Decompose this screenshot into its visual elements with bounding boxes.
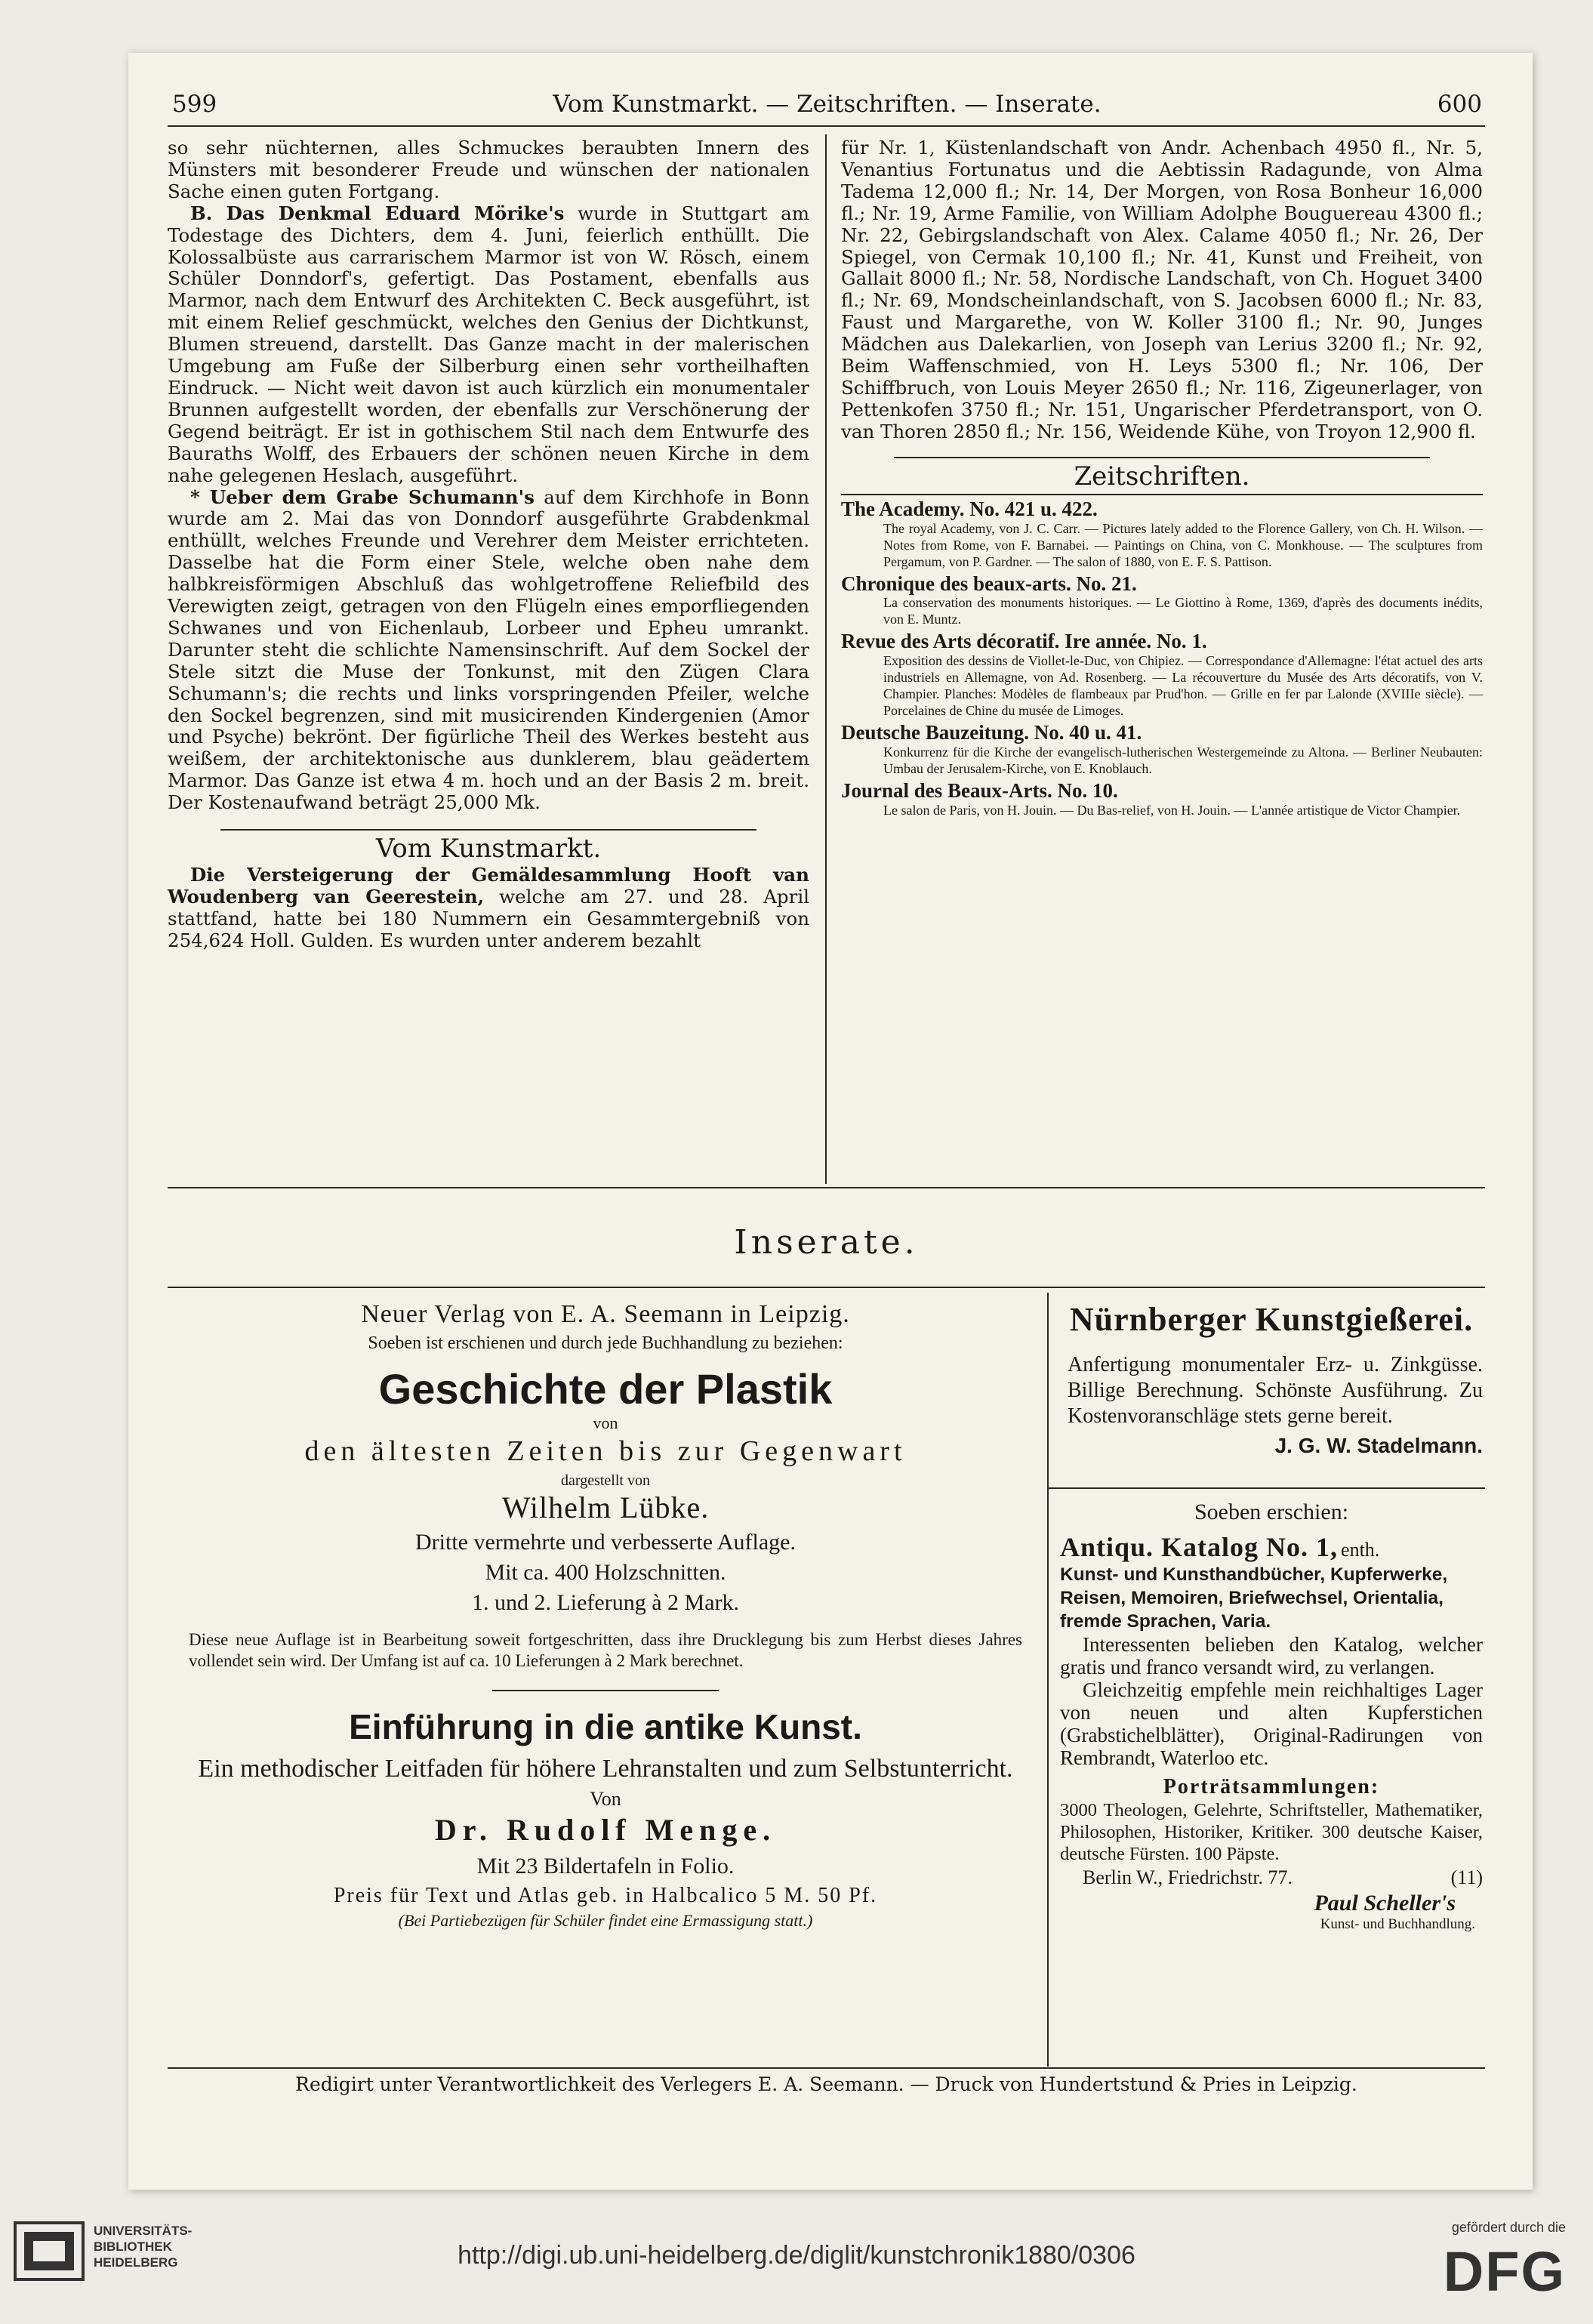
paragraph-lead: * Ueber dem Grabe Schumann's	[190, 485, 535, 508]
journal-title: Revue des Arts décoratif. Ire année. No. 1.	[841, 630, 1207, 653]
journal-title: Deutsche Bauzeitung. No. 40 u. 41.	[841, 721, 1142, 744]
book-von: von	[593, 1413, 618, 1432]
ad-title: Nürnberger Kunstgießerei.	[1069, 1301, 1474, 1338]
book-illustrations: Mit ca. 400 Holzschnitten.	[485, 1560, 726, 1585]
inserate-rule	[168, 1287, 1485, 1288]
journal-title: The Academy. No. 421 u. 422.	[841, 497, 1098, 520]
book-plates: Mit 23 Bildertafeln in Folio.	[476, 1854, 735, 1879]
running-title: Vom Kunstmarkt. — Zeitschriften. — Inserate.	[553, 91, 1102, 118]
book-note: Diese neue Auflage ist in Bearbeitung soweit fortgeschritten, dass ihre Drucklegung bis zum Herbst dieses Jahres vollendet sein wird. Der Umfang ist auf ca. 10 Lieferungen à 2 Mark berechnet.	[189, 1630, 1022, 1670]
section-title: Vom Kunstmarkt.	[375, 834, 602, 865]
ad-signature: J. G. W. Stadelmann.	[1274, 1434, 1483, 1457]
book-author: Dr. Rudolf Menge.	[434, 1813, 777, 1847]
left-column	[168, 137, 809, 952]
book-note: (Bei Partiebezügen für Schüler findet eine Ermassigung statt.)	[398, 1911, 813, 1930]
book-dargestellt: dargestellt von	[561, 1472, 650, 1489]
paragraph-body: wurde in Stuttgart am Todestage des Dichters, dem 4. Juni, feierlich enthüllt. Die Kolossalbüste aus carrarischem Marmor ist von W. Rösch, einem Schüler Donndorf's, gefertigt. Das Postament, ebenfalls aus Marmor, nach dem Entwurf des Architekten C. Beck ausgeführt, ist mit einem Relief geschmückt, welches den Genius der Dichtkunst, Blumen streuend, darstellt. Das Ganze macht in der malerischen Umgebung am Fuße der Silberburg einen sehr vortheilhaften Eindruck. — Nicht weit davon ist auch kürzlich ein monumentaler Brunnen aufgestellt worden, der ebenfalls zur Verschönerung der Gegend beiträgt. Er ist in gothischem Stil nach dem Entwurfe des Bauraths Wolff, des Erbauers der schönen neuen Kirche in dem nahe gelegenen Heslach, ausgeführt.	[168, 202, 809, 486]
book-author: Wilhelm Lübke.	[501, 1490, 710, 1524]
footer-rule	[168, 2067, 1485, 2069]
kunstgiesserei-ad	[1060, 1300, 1483, 1458]
book-subtitle: Ein methodischer Leitfaden für höhere Lehranstalten und zum Selbstunterricht.	[198, 1755, 1013, 1783]
journal-contents: Exposition des dessins de Viollet-le-Duc, von Chipiez. — Correspondance d'Allemagne: l'état actuel des arts industriels en Allemagne, von Ad. Rosenberg. — La récouverture du Musée des Arts décoratifs, von V. Champier. Planches: Modèles de flambeaux par Prud'hon. — Grille en fer par Lalonde (XVIIIe siècle). — Porcelaines de Chine du musée de Limoges.	[883, 653, 1483, 719]
book-title: Geschichte der Plastik	[378, 1365, 833, 1413]
scheller-ad	[1060, 1500, 1483, 1933]
ad-intro: Soeben ist erschienen und durch jede Buchhandlung zu beziehen:	[368, 1333, 843, 1353]
catalog-title-tail: enth.	[1341, 1539, 1380, 1561]
address: Berlin W., Friedrichstr. 77.	[1083, 1866, 1293, 1888]
journal-title: Chronique des beaux-arts. No. 21.	[841, 572, 1137, 595]
paragraph	[168, 865, 809, 952]
book-title: Einführung in die antike Kunst.	[349, 1707, 862, 1746]
ad-divider	[1047, 1293, 1049, 2067]
catalog-heading	[1060, 1531, 1483, 1563]
address-line	[1060, 1866, 1483, 1891]
ad-text: Anfertigung monumentaler Erz- u. Zinkgüsse. Billige Berechnung. Schönste Ausführung. Zu Kostenvoranschläge stets gerne bereit.	[1068, 1353, 1483, 1428]
ad-text: Interessenten belieben den Katalog, welcher gratis und franco versandt wird, zu verlangen.	[1060, 1633, 1483, 1678]
inserate-title: Inserate.	[734, 1223, 919, 1262]
ad-rule	[1049, 1487, 1485, 1489]
imprint: Redigirt unter Verantwortlichkeit des Verlegers E. A. Seemann. — Druck von Hundertstund & Pries in Leipzig.	[295, 2073, 1357, 2095]
journal-contents: Le salon de Paris, von H. Jouin. — Du Bas-relief, von H. Jouin. — L'année artistique de Victor Champier.	[883, 803, 1461, 818]
ad-number: (11)	[1450, 1866, 1483, 1888]
journal-contents: The royal Academy, von J. C. Carr. — Pictures lately added to the Florence Gallery, von Ch. H. Wilson. — Notes from Rome, von F. Barnabei. — Paintings on China, von C. Monkhouse. — The sculptures from Pergamum, von P. Gardner. — The salon of 1880, von E. F. S. Pattison.	[883, 520, 1483, 569]
section-title: Zeitschriften.	[1074, 461, 1250, 492]
right-column	[841, 137, 1483, 818]
page-number-left: 599	[172, 91, 217, 118]
journal-contents: Konkurrenz für die Kirche der evangelisch-lutherischen Westergemeinde zu Altona. — Berliner Neubauten: Umbau der Jerusalem-Kirche, von E. Knoblauch.	[883, 744, 1483, 777]
book-price: 1. und 2. Lieferung à 2 Mark.	[471, 1590, 740, 1615]
ad-rule	[492, 1690, 719, 1691]
paragraph-lead: B. Das Denkmal Eduard Mörike's	[190, 202, 565, 224]
paragraph	[168, 487, 809, 815]
ad-signature-sub: Kunst- und Buchhandlung.	[1320, 1916, 1475, 1932]
library-line: HEIDELBERG	[94, 2255, 178, 2270]
paragraph-body: welche am 27. und 28. April stattfand, hatte bei 180 Nummern ein Gesammtergebniß von 254,624 Holl. Gulden. Es wurden unter anderem bezahlt	[168, 885, 809, 951]
library-line: UNIVERSITÄTS-	[94, 2224, 193, 2238]
ad-publisher: Neuer Verlag von E. A. Seemann in Leipzig.	[361, 1300, 850, 1328]
section-rule	[841, 494, 1483, 495]
catalog-title: Antiqu. Katalog No. 1,	[1060, 1532, 1339, 1562]
journal-contents: La conservation des monuments historiques. — Le Giottino à Rome, 1369, d'après des documents inédits, von E. Muntz.	[883, 595, 1483, 627]
section-rule	[894, 457, 1430, 458]
portrait-text: 3000 Theologen, Gelehrte, Schriftsteller, Mathematiker, Philosophen, Historiker, Kritiker. 300 deutsche Kaiser, deutsche Fürsten. 100 Päpste.	[1060, 1800, 1483, 1864]
catalog-subjects: Kunst- und Kunsthandbücher, Kupferwerke, Reisen, Memoiren, Briefwechsel, Orientalia, fremde Sprachen, Varia.	[1060, 1564, 1448, 1632]
column-divider	[825, 134, 827, 1184]
dfg-logo: DFG	[1443, 2240, 1566, 2303]
book-price: Preis für Text und Atlas geb. in Halbcalico 5 M. 50 Pf.	[333, 1884, 878, 1907]
paragraph-lead: Die Versteigerung der Gemäldesammlung Hooft van Woudenberg van Geerestein,	[168, 864, 809, 908]
running-head	[172, 91, 1482, 128]
section-rule	[220, 829, 756, 831]
paragraph: für Nr. 1, Küstenlandschaft von Andr. Achenbach 4950 fl., Nr. 5, Venantius Fortunatus und die Aebtissin Radagunde, von Alma Tadema 12,000 fl.; Nr. 14, Der Morgen, von Rosa Bonheur 16,000 fl.; Nr. 19, Arme Familie, von William Adolphe Bouguereau 4300 fl.; Nr. 22, Gebirgslandschaft von Alex. Calame 4050 fl.; Nr. 26, Der Spiegel, von Cermak 10,100 fl.; Nr. 41, Kunst und Freiheit, von Gallait 8000 fl.; Nr. 58, Nordische Landschaft, von Ch. Hoguet 3400 fl.; Nr. 69, Mondscheinlandschaft, von S. Jacobsen 6000 fl.; Nr. 83, Faust und Margarethe, von W. Koller 3100 fl.; Nr. 90, Junges Mädchen aus Dalekarlien, von Joseph van Lerius 3200 fl.; Nr. 92, Beim Waffenschmied, von H. Leys 5300 fl.; Nr. 106, Der Schiffbruch, von Louis Meyer 2650 fl.; Nr. 116, Zigeunerlager, von Pettenkofen 3750 fl.; Nr. 151, Ungarischer Pferdetransport, von O. van Thoren 2850 fl.; Nr. 156, Weidende Kühe, von Troyon 12,900 fl.	[841, 137, 1483, 442]
journal-title: Journal des Beaux-Arts. No. 10.	[841, 779, 1118, 803]
inserate-top-rule	[168, 1187, 1485, 1188]
ad-soeben: Soeben erschien:	[1194, 1500, 1349, 1524]
book-von: Von	[590, 1788, 621, 1810]
page-number-right: 600	[1437, 91, 1482, 118]
paragraph	[168, 203, 809, 487]
funded-by-label: gefördert durch die	[1451, 2220, 1566, 2235]
journal-list	[841, 498, 1483, 819]
header-rule	[168, 125, 1485, 127]
paragraph-body: auf dem Kirchhofe in Bonn wurde am 2. Mai das von Donndorf ausgeführte Grabdenkmal enthüllt, welches Freunde und Verehrer dem Meister errichteten. Dasselbe hat die Form einer Stele, welche oben nahe dem halbkreisförmigen Abschluß das wohlgetroffene Reliefbild des Verewigten zeigt, getragen von den Flügeln eines emporfliegenden Schwanes und von Eichenlaub, Lorbeer und Epheu umrankt. Darunter steht die schlichte Namensinschrift. Auf dem Sockel der Stele sitzt die Muse der Tonkunst, mit den Zügen Clara Schumann's; die rechts und links vorspringenden Pfeiler, welche den Sockel begrenzen, sind mit musicirenden Kindergenien (Amor und Psyche) bekrönt. Der figürliche Theil des Werkes besteht aus weißem, der architektonische aus dunklerem, blau geädertem Marmor. Das Ganze ist etwa 4 m. hoch und an der Basis 2 m. breit. Der Kostenaufwand beträgt 25,000 Mk.	[168, 485, 809, 814]
seemann-ad	[175, 1300, 1036, 1931]
book-edition: Dritte vermehrte und verbesserte Auflage.	[415, 1530, 796, 1555]
book-subtitle: den ältesten Zeiten bis zur Gegenwart	[304, 1435, 907, 1467]
permalink-url[interactable]: http://digi.ub.uni-heidelberg.de/diglit/kunstchronik1880/0306	[458, 2241, 1135, 2270]
portrait-title: Porträtsammlungen:	[1163, 1775, 1380, 1798]
library-line: BIBLIOTHEK	[94, 2239, 172, 2254]
paragraph: so sehr nüchternen, alles Schmuckes beraubten Innern des Münsters mit besonderer Freude und wünschen der nationalen Sache einen guten Fortgang.	[168, 137, 809, 202]
ad-signature: Paul Scheller's	[1314, 1891, 1456, 1916]
ad-text: Gleichzeitig empfehle mein reichhaltiges Lager von neuen und alten Kupferstichen (Grabstichelblätter), Original-Radirungen von Rembrandt, Waterloo etc.	[1060, 1678, 1483, 1769]
